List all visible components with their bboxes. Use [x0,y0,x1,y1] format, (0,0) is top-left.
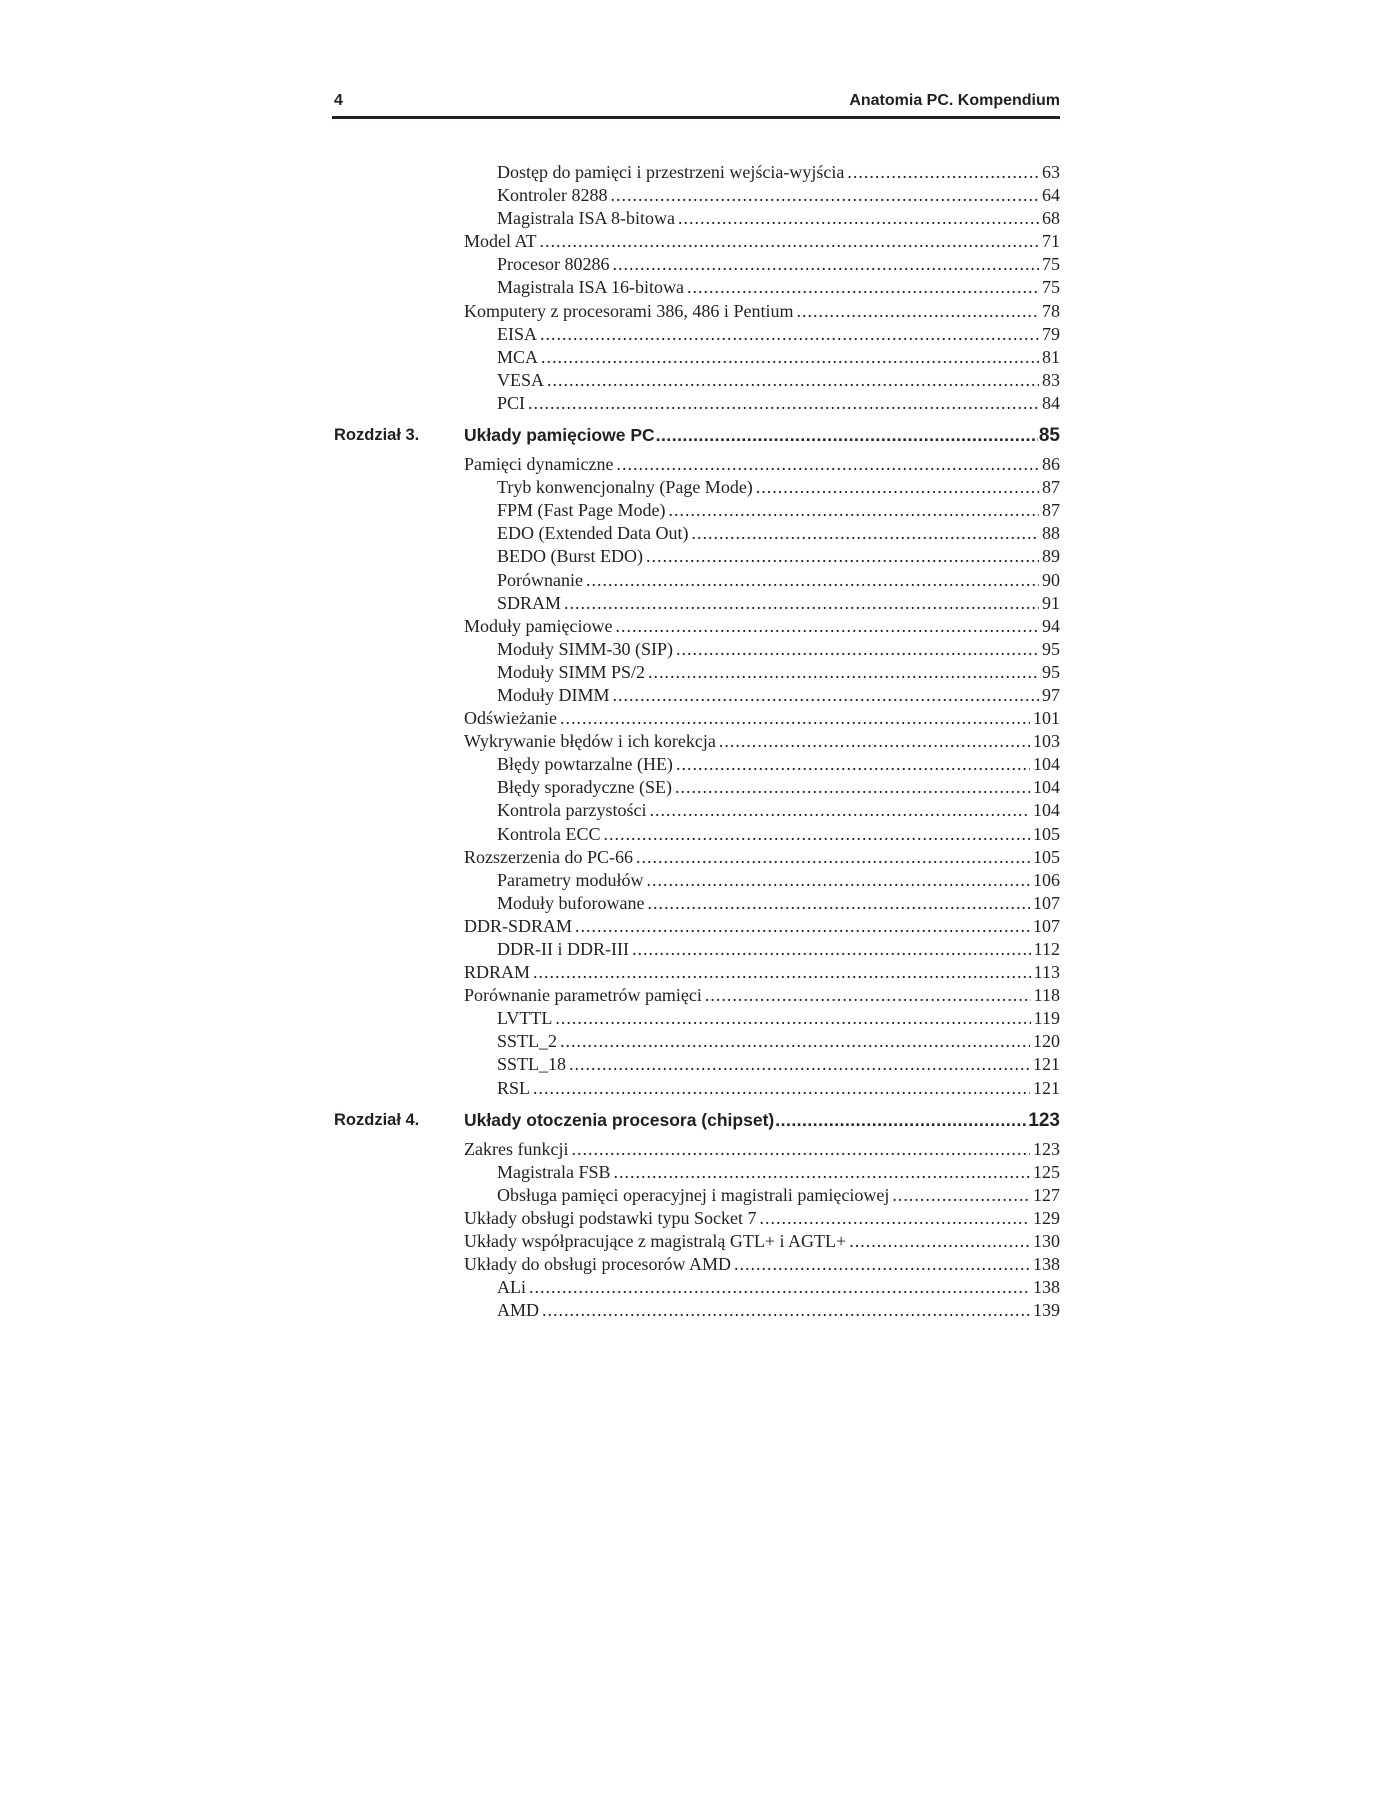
toc-page-number: 120 [1033,1031,1060,1052]
toc-entry-title: Moduły pamięciowe [464,615,613,636]
dot-leader [533,1077,1030,1100]
dot-leader [847,161,1039,184]
toc-entry-title: Wykrywanie błędów i ich korekcja [464,731,716,752]
toc-entry [464,615,1060,638]
dot-leader [540,230,1039,253]
dot-leader [610,184,1039,207]
toc-page-number: 129 [1033,1207,1060,1228]
toc-page-number: 97 [1042,684,1060,705]
toc-entry [497,522,1060,545]
toc-entry-row [332,984,1060,1007]
toc-entry-row [332,615,1060,638]
toc-entry-row [332,869,1060,892]
toc-page-number: 138 [1033,1254,1060,1275]
toc-entry-title: ALi [497,1277,526,1298]
toc-page-number: 79 [1042,323,1060,344]
toc-entry-row [332,569,1060,592]
toc-page-number: 81 [1042,346,1060,367]
toc-entry-row [332,476,1060,499]
dot-leader [705,984,1031,1007]
dot-leader [541,346,1039,369]
toc-page-number: 105 [1033,846,1060,867]
toc-entry-row [332,938,1060,961]
toc-entry-title: Moduły SIMM-30 (SIP) [497,638,674,659]
toc-entry [497,1276,1060,1299]
toc-entry-row [332,207,1060,230]
toc-page-number: 78 [1042,300,1060,321]
toc-entry-row [332,392,1060,415]
toc-entry-title: FPM (Fast Page Mode) [497,500,666,521]
toc-entry-row [332,323,1060,346]
dot-leader [615,615,1039,638]
toc-entry-row [332,776,1060,799]
dot-leader [571,1138,1030,1161]
toc-entry [497,184,1060,207]
chapter-label: Rozdział 3. [334,426,420,445]
toc-entry-title: EISA [497,323,537,344]
toc-page-number: 119 [1033,1008,1060,1029]
dot-leader [569,1053,1030,1076]
toc-page-number: 90 [1042,569,1060,590]
toc-entry [497,1030,1060,1053]
toc-entry [497,592,1060,615]
toc-entry-title: SSTL_18 [497,1054,567,1075]
dot-leader [775,1102,1027,1138]
toc-page-number: 87 [1042,500,1060,521]
toc-entry-row [332,545,1060,568]
toc-page-number: 86 [1042,454,1060,475]
toc-page-number: 87 [1042,477,1060,498]
toc-entry [464,961,1060,984]
toc-entry-row [332,753,1060,776]
toc-page-number: 104 [1033,754,1060,775]
dot-leader [575,915,1030,938]
toc-page-number: 75 [1042,254,1060,275]
dot-leader [669,499,1039,522]
toc-entry [464,846,1060,869]
toc-entry-row [332,499,1060,522]
toc-entry-row [332,823,1060,846]
toc-entry-row [332,1276,1060,1299]
dot-leader [892,1184,1030,1207]
toc-entry-title: Procesor 80286 [497,254,610,275]
toc-page-number: 84 [1042,392,1060,413]
toc-entry [497,569,1060,592]
toc-entry [464,1102,1060,1139]
dot-leader [756,476,1039,499]
toc-entry-title: Kontroler 8288 [497,185,608,206]
dot-leader [676,638,1039,661]
dot-leader [632,938,1031,961]
toc-page-number: 106 [1033,869,1060,890]
toc-entry-row [332,276,1060,299]
running-title: Anatomia PC. Kompendium [849,92,1060,109]
toc-entry-row [332,707,1060,730]
dot-leader [646,869,1030,892]
toc-page-number: 121 [1033,1077,1060,1098]
toc-entry [464,453,1060,476]
toc-entry-title: Zakres funkcji [464,1138,569,1159]
toc-entry-title: Magistrala ISA 16-bitowa [497,277,684,298]
dot-leader [649,799,1030,822]
table-of-contents [332,161,1060,1322]
toc-entry-row [332,684,1060,707]
toc-entry [497,476,1060,499]
toc-entry-row [332,892,1060,915]
toc-entry-row [332,184,1060,207]
toc-entry-title: EDO (Extended Data Out) [497,523,689,544]
toc-page-number: 103 [1033,731,1060,752]
page-header [332,88,1060,119]
toc-entry-title: Moduły buforowane [497,892,645,913]
toc-page-number: 123 [1028,1109,1060,1131]
dot-leader [529,1276,1030,1299]
dot-leader [656,417,1038,453]
toc-entry [497,638,1060,661]
toc-page-number: 118 [1033,985,1060,1006]
toc-entry-title: Tryb konwencjonalny (Page Mode) [497,477,753,498]
toc-entry-title: DDR-II i DDR-III [497,939,629,959]
toc-entry-title: Magistrala FSB [497,1161,611,1182]
toc-entry-row [332,230,1060,253]
toc-entry [497,661,1060,684]
dot-leader [560,707,1030,730]
toc-entry-row [332,915,1060,938]
dot-leader [540,323,1039,346]
toc-page-number: 121 [1033,1054,1060,1075]
toc-entry-title: Moduły SIMM PS/2 [497,661,646,682]
toc-entry [497,1007,1060,1030]
toc-entry-title: RDRAM [464,962,531,983]
toc-page-number: 138 [1033,1277,1060,1298]
toc-entry-title: Magistrala ISA 8-bitowa [497,208,675,229]
toc-entry [464,417,1060,454]
dot-leader [614,1161,1030,1184]
dot-leader [533,961,1031,984]
chapter-label: Rozdział 4. [334,1110,420,1129]
toc-entry-row [332,1053,1060,1076]
toc-entry [497,776,1060,799]
toc-page-number: 68 [1042,208,1060,229]
toc-page-number: 107 [1033,915,1060,936]
toc-page-number: 71 [1042,231,1060,252]
toc-entry-title: DDR-SDRAM [464,915,573,936]
dot-leader [676,753,1030,776]
toc-entry-title: BEDO (Burst EDO) [497,546,643,567]
toc-entry [497,823,1060,846]
toc-page-number: 95 [1042,638,1060,659]
toc-page-number: 83 [1042,369,1060,390]
toc-entry [497,753,1060,776]
toc-entry-title: Błędy powtarzalne (HE) [497,754,673,775]
toc-entry [464,1230,1060,1253]
dot-leader [648,661,1039,684]
toc-page-number: 104 [1033,777,1060,798]
toc-entry [497,161,1060,184]
toc-entry-row [332,253,1060,276]
dot-leader [687,276,1039,299]
dot-leader [613,684,1039,707]
toc-entry-row [332,1007,1060,1030]
toc-entry-title: AMD [497,1300,540,1321]
toc-page-number: 104 [1033,800,1060,821]
toc-page-number: 91 [1042,592,1060,613]
dot-leader [647,892,1030,915]
toc-entry [464,230,1060,253]
toc-entry-title: SSTL_2 [497,1031,558,1052]
toc-entry-title: Kontrola ECC [497,823,601,844]
dot-leader [636,846,1030,869]
toc-entry-row [332,1299,1060,1322]
toc-page-number: 101 [1033,708,1060,729]
toc-entry-row [332,369,1060,392]
toc-entry-title: Układy współpracujące z magistralą GTL+ i AGTL+ [464,1231,847,1252]
toc-entry-row [332,1161,1060,1184]
toc-entry-row [332,1077,1060,1100]
toc-entry [497,684,1060,707]
dot-leader [586,569,1039,592]
toc-entry-row [332,453,1060,476]
toc-entry-title: SDRAM [497,592,562,613]
dot-leader [560,1030,1030,1053]
toc-page-number: 123 [1033,1138,1060,1159]
toc-page-number: 75 [1042,277,1060,298]
toc-entry [497,276,1060,299]
toc-page-number: 64 [1042,185,1060,206]
toc-page-number: 95 [1042,661,1060,682]
toc-page-number: 85 [1038,425,1060,447]
toc-entry-row [332,661,1060,684]
toc-entry-title: Układy do obsługi procesorów AMD [464,1254,731,1275]
toc-entry [464,984,1060,1007]
toc-entry-title: Komputery z procesorami 386, 486 i Pentium [464,300,794,321]
toc-entry-row [332,799,1060,822]
toc-entry-title: Pamięci dynamiczne [464,454,614,475]
toc-page-number: 112 [1033,939,1060,959]
toc-entry-row [332,846,1060,869]
toc-entry-title: Kontrola parzystości [497,800,647,821]
toc-entry-title: Model AT [464,231,537,252]
toc-entry-title: MCA [497,346,539,367]
toc-entry [497,346,1060,369]
dot-leader [678,207,1039,230]
toc-entry-row [332,1138,1060,1161]
toc-entry-row [332,346,1060,369]
toc-entry [497,1161,1060,1184]
toc-entry-row [332,730,1060,753]
toc-entry [497,1053,1060,1076]
page-number: 4 [334,92,343,109]
toc-entry [497,799,1060,822]
dot-leader [612,253,1039,276]
dot-leader [675,776,1030,799]
toc-entry-title: RSL [497,1077,531,1098]
toc-entry-title: Układy pamięciowe PC [464,425,655,446]
toc-entry-title: Moduły DIMM [497,684,610,705]
toc-page-number: 107 [1033,892,1060,913]
dot-leader [719,730,1030,753]
toc-entry [497,1299,1060,1322]
dot-leader [542,1299,1030,1322]
toc-page-number: 105 [1033,823,1060,844]
dot-leader [691,522,1039,545]
toc-entry-title: Rozszerzenia do PC-66 [464,846,633,867]
toc-page-number: 127 [1033,1184,1060,1205]
toc-entry-row [332,961,1060,984]
toc-entry-title: PCI [497,392,526,413]
toc-entry-title: Układy otoczenia procesora (chipset) [464,1109,775,1130]
toc-chapter-row [332,417,1060,453]
toc-entry [497,392,1060,415]
toc-page-number: 89 [1042,546,1060,567]
toc-page-number: 125 [1033,1161,1060,1182]
toc-page-number: 113 [1033,962,1060,983]
toc-page-number: 88 [1042,523,1060,544]
dot-leader [796,300,1039,323]
toc-entry-title: Dostęp do pamięci i przestrzeni wejścia-wyjścia [497,162,845,182]
toc-entry [464,300,1060,323]
dot-leader [547,369,1039,392]
dot-leader [759,1207,1030,1230]
toc-entry [464,915,1060,938]
toc-entry [497,869,1060,892]
toc-entry-row [332,300,1060,323]
dot-leader [564,592,1039,615]
dot-leader [555,1007,1030,1030]
toc-entry [497,369,1060,392]
toc-page-number: 63 [1042,162,1060,182]
toc-entry [464,730,1060,753]
toc-page-number: 130 [1033,1231,1060,1252]
toc-entry-title: Błędy sporadyczne (SE) [497,777,672,798]
toc-page-number: 94 [1042,615,1060,636]
toc-entry-row [332,1230,1060,1253]
toc-entry-row [332,161,1060,184]
toc-entry-title: Układy obsługi podstawki typu Socket 7 [464,1207,757,1228]
toc-entry [497,253,1060,276]
toc-entry-row [332,1184,1060,1207]
toc-entry [497,1184,1060,1207]
toc-entry-row [332,522,1060,545]
toc-entry [497,499,1060,522]
toc-entry-title: Obsługa pamięci operacyjnej i magistrali pamięciowej [497,1184,890,1205]
toc-entry [497,207,1060,230]
dot-leader [528,392,1039,415]
toc-entry-row [332,592,1060,615]
toc-entry [464,1138,1060,1161]
dot-leader [849,1230,1030,1253]
toc-entry [497,1077,1060,1100]
toc-entry [497,323,1060,346]
toc-entry-title: Porównanie [497,569,583,590]
toc-entry-title: VESA [497,369,545,390]
toc-entry-row [332,1030,1060,1053]
toc-entry [464,1253,1060,1276]
toc-entry [464,1207,1060,1230]
toc-entry [464,707,1060,730]
toc-entry-row [332,1207,1060,1230]
dot-leader [734,1253,1030,1276]
toc-page-number: 139 [1033,1300,1060,1321]
toc-entry [497,545,1060,568]
toc-entry-title: Parametry modułów [497,869,644,890]
toc-entry-row [332,638,1060,661]
dot-leader [604,823,1031,846]
toc-entry-title: Odświeżanie [464,708,557,729]
toc-chapter-row [332,1102,1060,1138]
toc-entry-title: Porównanie parametrów pamięci [464,985,702,1006]
toc-entry-title: LVTTL [497,1008,553,1029]
toc-entry-row [332,1253,1060,1276]
dot-leader [616,453,1039,476]
dot-leader [646,545,1039,568]
toc-entry [497,892,1060,915]
toc-entry [497,938,1060,961]
